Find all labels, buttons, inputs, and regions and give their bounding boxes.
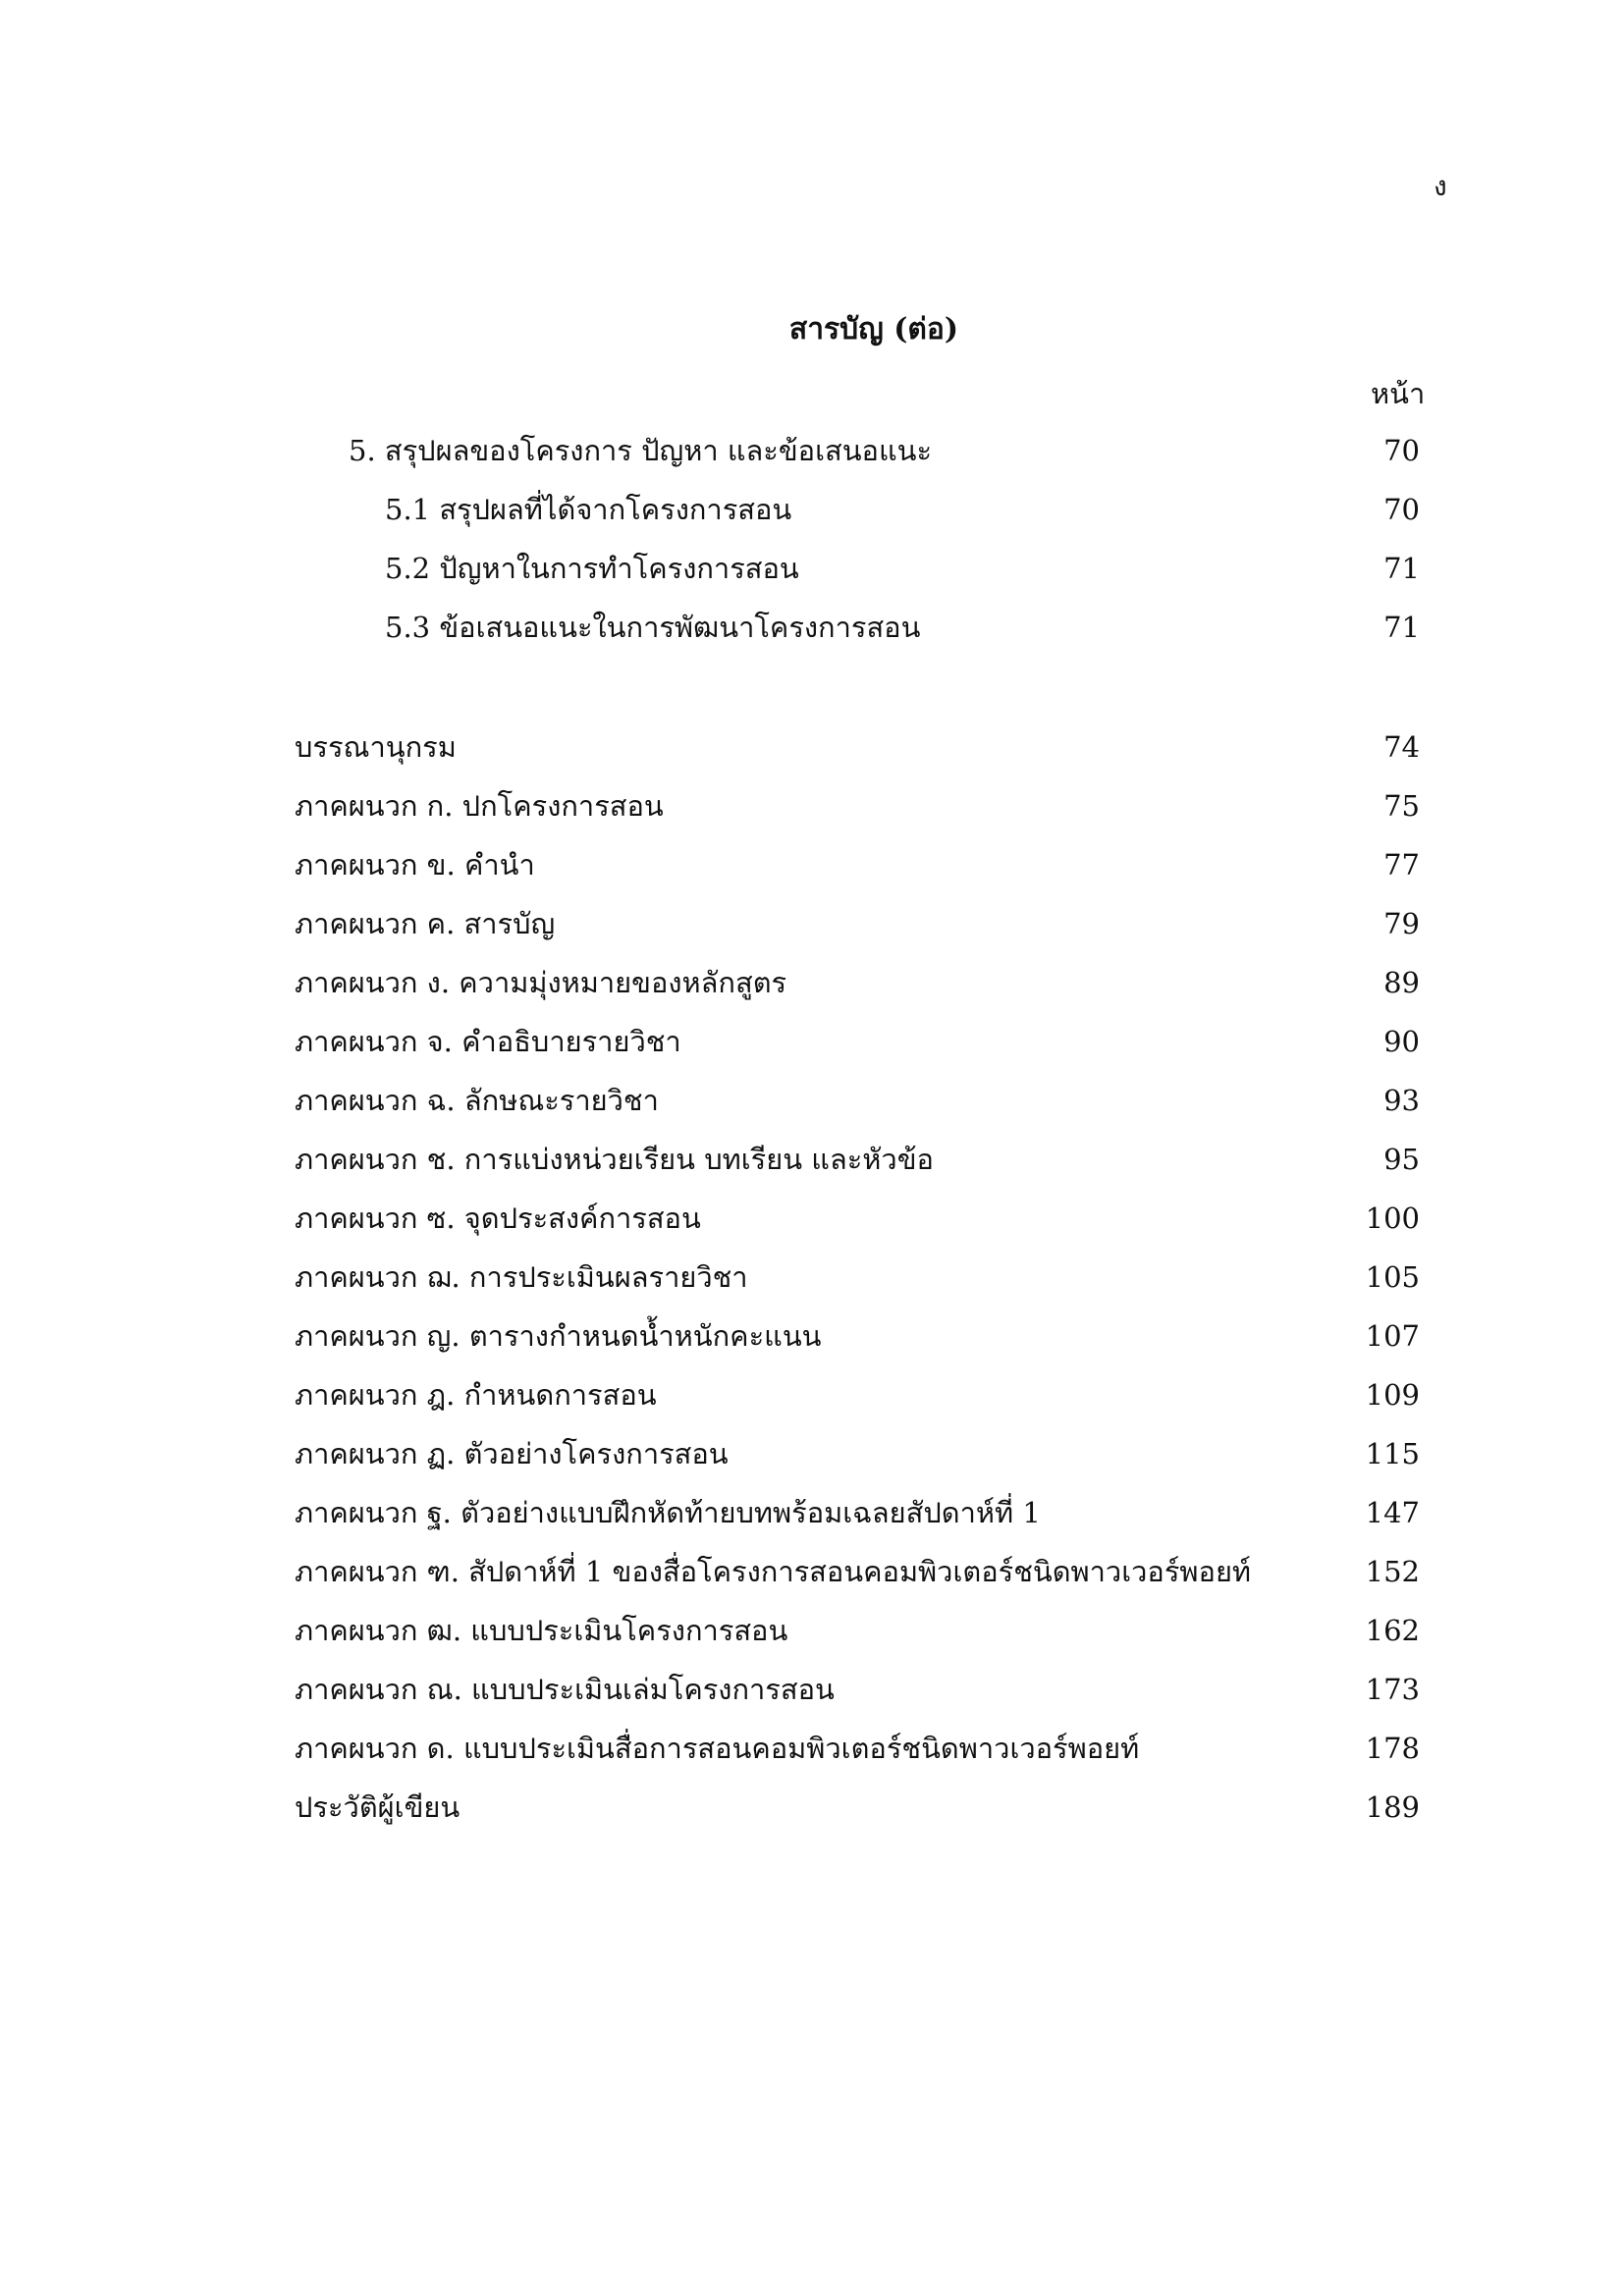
toc-entry-label: ภาคผนวก ฒ. แบบประเมินโครงการสอน bbox=[295, 1614, 788, 1647]
toc-entry-label: ภาคผนวก ญ. ตารางกำหนดน้ำหนักคะแนน bbox=[295, 1319, 822, 1353]
toc-entry bbox=[0, 1255, 1624, 1300]
toc-entry bbox=[0, 1196, 1624, 1241]
toc-entry bbox=[0, 1019, 1624, 1064]
toc-entry-label: ภาคผนวก ฏ. ตัวอย่างโครงการสอน bbox=[295, 1437, 729, 1470]
toc-entry bbox=[0, 546, 1624, 591]
toc-entry-page-number: 75 bbox=[1383, 789, 1420, 823]
toc-entry-label: ภาคผนวก ฎ. กำหนดการสอน bbox=[295, 1378, 657, 1412]
toc-entry-label: ภาคผนวก ช. การแบ่งหน่วยเรียน บทเรียน และหัวข้อ bbox=[295, 1143, 934, 1176]
toc-entry-page-number: 115 bbox=[1365, 1437, 1420, 1470]
toc-entry bbox=[0, 1431, 1624, 1476]
toc-entry bbox=[0, 1549, 1624, 1594]
toc-entry bbox=[0, 1490, 1624, 1535]
toc-entry-label: ภาคผนวก ณ. แบบประเมินเล่มโครงการสอน bbox=[295, 1673, 835, 1706]
toc-entry-label: ภาคผนวก ก. ปกโครงการสอน bbox=[295, 789, 664, 823]
toc-entry bbox=[0, 1726, 1624, 1771]
toc-entry-page-number: 95 bbox=[1383, 1143, 1420, 1176]
toc-entry bbox=[0, 605, 1624, 650]
toc-entry bbox=[0, 1313, 1624, 1359]
toc-entry-page-number: 162 bbox=[1365, 1614, 1420, 1647]
toc-entry-label: ภาคผนวก ด. แบบประเมินสื่อการสอนคอมพิวเตอร์ชนิดพาวเวอร์พอยท์ bbox=[295, 1732, 1140, 1765]
toc-entry-page-number: 79 bbox=[1383, 907, 1420, 940]
toc-entry-label: ภาคผนวก ฑ. สัปดาห์ที่ 1 ของสื่อโครงการสอนคอมพิวเตอร์ชนิดพาวเวอร์พอยท์ bbox=[295, 1555, 1252, 1588]
toc-entry bbox=[0, 724, 1624, 770]
toc-entry-page-number: 74 bbox=[1383, 730, 1420, 764]
toc-entry-page-number: 100 bbox=[1365, 1201, 1420, 1235]
toc-entry-page-number: 71 bbox=[1383, 611, 1420, 644]
toc-entry-label: ภาคผนวก ง. ความมุ่งหมายของหลักสูตร bbox=[295, 966, 787, 999]
page-column-header: หน้า bbox=[1371, 377, 1426, 410]
toc-entry bbox=[0, 842, 1624, 887]
toc-entry-label: 5.3 ข้อเสนอแนะในการพัฒนาโครงการสอน bbox=[385, 611, 921, 644]
toc-entry-page-number: 105 bbox=[1365, 1260, 1420, 1294]
toc-entry bbox=[0, 1608, 1624, 1653]
toc-entry-page-number: 90 bbox=[1383, 1025, 1420, 1058]
toc-entry-label: 5.2 ปัญหาในการทำโครงการสอน bbox=[385, 552, 799, 585]
toc-entry-label: ภาคผนวก จ. คำอธิบายรายวิชา bbox=[295, 1025, 681, 1058]
toc-entry bbox=[0, 783, 1624, 828]
toc-entry-label: ภาคผนวก ฐ. ตัวอย่างแบบฝึกหัดท้ายบทพร้อมเฉลยสัปดาห์ที่ 1 bbox=[295, 1496, 1041, 1529]
toc-entry bbox=[0, 1667, 1624, 1712]
toc-entry-page-number: 77 bbox=[1383, 848, 1420, 881]
toc-entry-label: ภาคผนวก ข. คำนำ bbox=[295, 848, 535, 881]
toc-entry-page-number: 107 bbox=[1365, 1319, 1420, 1353]
page-number: ง bbox=[1434, 170, 1447, 202]
toc-entry-label: บรรณานุกรม bbox=[295, 730, 457, 764]
toc-entry bbox=[0, 1372, 1624, 1417]
toc-entry bbox=[0, 1137, 1624, 1182]
toc-entry-label: ภาคผนวก ฉ. ลักษณะรายวิชา bbox=[295, 1084, 659, 1117]
toc-entry-page-number: 109 bbox=[1365, 1378, 1420, 1412]
toc-entry-page-number: 178 bbox=[1365, 1732, 1420, 1765]
toc-entry-label: ภาคผนวก ค. สารบัญ bbox=[295, 907, 556, 940]
toc-entry-page-number: 71 bbox=[1383, 552, 1420, 585]
toc-entry-page-number: 89 bbox=[1383, 966, 1420, 999]
toc-entry-page-number: 173 bbox=[1365, 1673, 1420, 1706]
toc-entry bbox=[0, 1785, 1624, 1830]
toc-entry-label: 5.1 สรุปผลที่ได้จากโครงการสอน bbox=[385, 493, 792, 526]
toc-entry bbox=[0, 487, 1624, 532]
toc-entry-page-number: 70 bbox=[1383, 434, 1420, 467]
page-title: สารบัญ (ต่อ) bbox=[788, 312, 959, 347]
toc-entry-page-number: 152 bbox=[1365, 1555, 1420, 1588]
toc-entry bbox=[0, 960, 1624, 1005]
toc-entry-label: ภาคผนวก ฌ. การประเมินผลรายวิชา bbox=[295, 1260, 748, 1294]
toc-entry bbox=[0, 1078, 1624, 1123]
toc-entry-page-number: 147 bbox=[1365, 1496, 1420, 1529]
toc-entry-page-number: 189 bbox=[1365, 1790, 1420, 1824]
toc-entry-label: 5. สรุปผลของโครงการ ปัญหา และข้อเสนอแนะ bbox=[349, 434, 933, 467]
toc-entry-page-number: 70 bbox=[1383, 493, 1420, 526]
toc-entry-label: ภาคผนวก ซ. จุดประสงค์การสอน bbox=[295, 1201, 701, 1235]
toc-entry bbox=[0, 428, 1624, 473]
toc-entry-page-number: 93 bbox=[1383, 1084, 1420, 1117]
toc-entry-label: ประวัติผู้เขียน bbox=[295, 1790, 460, 1824]
toc-entry bbox=[0, 901, 1624, 946]
